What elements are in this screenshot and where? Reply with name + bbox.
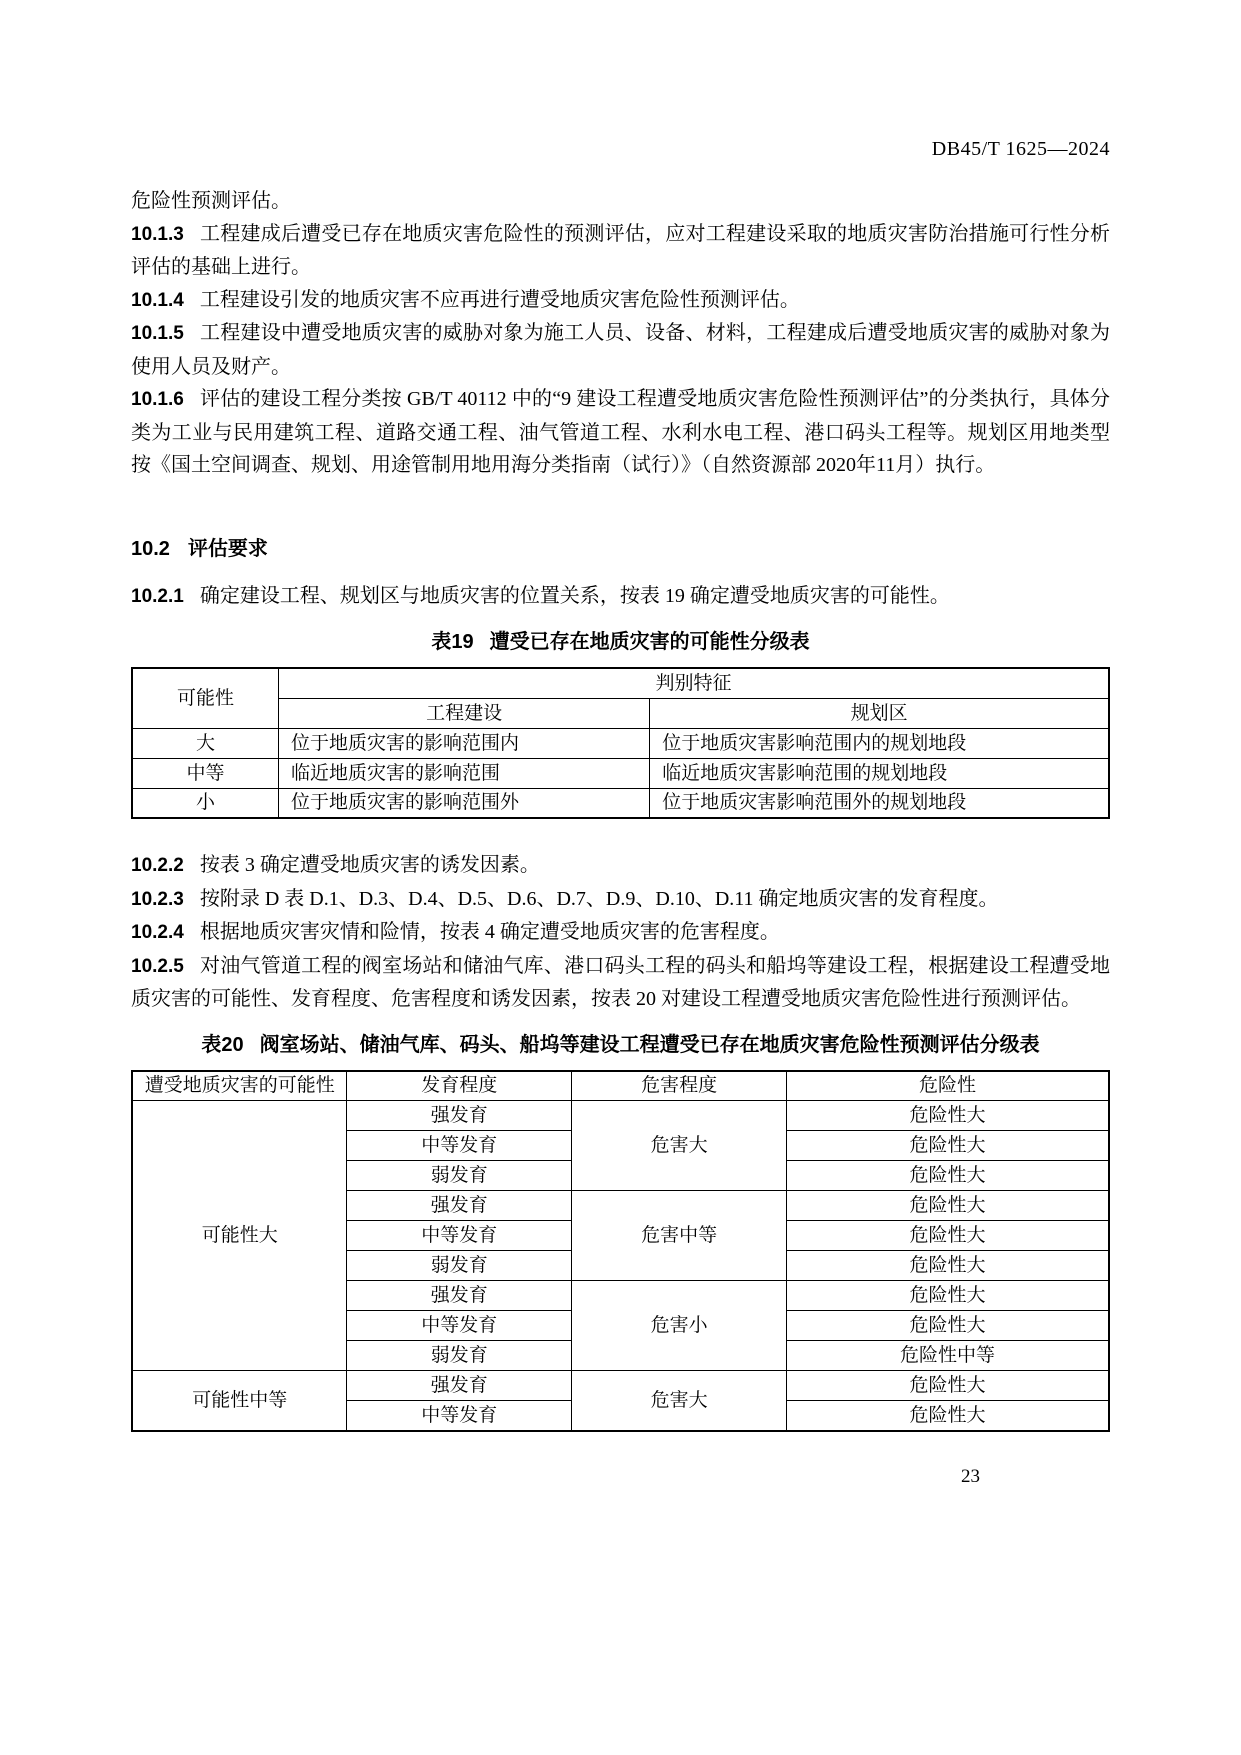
- clause-text: 工程建成后遭受已存在地质灾害危险性的预测评估，应对工程建设采取的地质灾害防治措施可行性分析评估的基础上进行。: [131, 222, 1110, 278]
- cell-risk: 危险性大: [787, 1311, 1109, 1341]
- cell-possibility-group: 可能性中等: [132, 1371, 347, 1431]
- cell-risk: 危险性大: [787, 1371, 1109, 1401]
- clause-number: 10.2.5: [131, 955, 184, 977]
- table19-title: [131, 627, 1110, 657]
- cell-risk: 危险性中等: [787, 1341, 1109, 1371]
- clause-10-1-6: [131, 383, 1110, 482]
- table-header-row: [132, 668, 1109, 698]
- clause-10-1-4: [131, 284, 1110, 318]
- clause-text: 按附录 D 表 D.1、D.3、D.4、D.5、D.6、D.7、D.9、D.10、D.11 确定地质灾害的发育程度。: [199, 887, 999, 910]
- table20-label: 表20: [201, 1033, 244, 1056]
- cell-planning: 位于地质灾害影响范围外的规划地段: [650, 788, 1109, 818]
- clause-10-2-1: [131, 580, 1110, 614]
- table19-label: 表19: [431, 631, 474, 653]
- clause-number: 10.1.5: [131, 323, 184, 344]
- header-development: 发育程度: [347, 1071, 572, 1101]
- clause-text: 确定建设工程、规划区与地质灾害的位置关系，按表 19 确定遭受地质灾害的可能性。: [199, 584, 950, 607]
- table-row: [132, 1371, 1109, 1401]
- header-criteria: 判别特征: [279, 668, 1109, 698]
- table-row: [132, 758, 1109, 788]
- paragraph-continuation: 危险性预测评估。: [131, 190, 291, 212]
- clause-text: 根据地质灾害灾情和险情，按表 4 确定遭受地质灾害的危害程度。: [199, 921, 780, 943]
- table19-title-text: 遭受已存在地质灾害的可能性分级表: [489, 631, 810, 653]
- table-header-row: [132, 698, 1109, 728]
- clause-number: 10.2.1: [131, 585, 184, 607]
- cell-development: 强发育: [347, 1101, 572, 1131]
- cell-risk: 危险性大: [787, 1161, 1109, 1191]
- doc-number: DB45/T 1625—2024: [931, 138, 1110, 160]
- cell-possibility: 大: [132, 728, 279, 758]
- page-number: 23: [961, 1466, 980, 1487]
- cell-possibility-group: 可能性大: [132, 1101, 347, 1371]
- cell-construction: 临近地质灾害的影响范围: [279, 758, 650, 788]
- cell-planning: 位于地质灾害影响范围内的规划地段: [650, 728, 1109, 758]
- clause-number: 10.2.4: [131, 922, 184, 943]
- cell-risk: 危险性大: [787, 1131, 1109, 1161]
- clause-number: 10.1.4: [131, 289, 184, 311]
- cell-harm-group: 危害大: [572, 1101, 787, 1191]
- cell-development: 中等发育: [347, 1131, 572, 1161]
- cell-risk: 危险性大: [787, 1191, 1109, 1221]
- clause-10-1-5: [131, 317, 1110, 383]
- clause-number: 10.2.2: [131, 855, 184, 876]
- cell-development: 强发育: [347, 1371, 572, 1401]
- section-number: 10.2: [131, 537, 170, 560]
- table-row: [132, 728, 1109, 758]
- clause-text: 评估的建设工程分类按 GB/T 40112 中的“9 建设工程遭受地质灾害危险性预测评估”的分类执行，具体分类为工业与民用建筑工程、道路交通工程、油气管道工程、水利水电工程、港口码头工程等。规划区用地类型按《国土空间调查、规划、用途管制用地用海分类指南（试行）》（自然资源部 2020年11月）执行。: [131, 388, 1110, 476]
- clause-text: 对油气管道工程的阀室场站和储油气库、港口码头工程的码头和船坞等建设工程，根据建设工程遭受地质灾害的可能性、发育程度、危害程度和诱发因素，按表 20 对建设工程遭受地质灾害危险性进行预测评估。: [131, 954, 1110, 1010]
- clause-10-2-2: [131, 849, 1110, 883]
- clause-10-1-3: [131, 218, 1110, 284]
- cell-risk: 危险性大: [787, 1281, 1109, 1311]
- cell-development: 弱发育: [347, 1251, 572, 1281]
- table20-title: [131, 1030, 1110, 1060]
- clause-text: 工程建设中遭受地质灾害的威胁对象为施工人员、设备、材料，工程建成后遭受地质灾害的威胁对象为使用人员及财产。: [131, 322, 1110, 378]
- cell-development: 中等发育: [347, 1221, 572, 1251]
- cell-harm-group: 危害大: [572, 1371, 787, 1431]
- header-harm: 危害程度: [572, 1071, 787, 1101]
- cell-construction: 位于地质灾害的影响范围外: [279, 788, 650, 818]
- cell-construction: 位于地质灾害的影响范围内: [279, 728, 650, 758]
- table-19: [131, 667, 1110, 819]
- clause-number: 10.1.6: [131, 389, 184, 410]
- clause-number: 10.1.3: [131, 223, 184, 245]
- cell-development: 强发育: [347, 1281, 572, 1311]
- clause-text: 工程建设引发的地质灾害不应再进行遭受地质灾害危险性预测评估。: [199, 288, 800, 311]
- header-planning: 规划区: [650, 698, 1109, 728]
- header-construction: 工程建设: [279, 698, 650, 728]
- cell-risk: 危险性大: [787, 1401, 1109, 1431]
- cell-risk: 危险性大: [787, 1101, 1109, 1131]
- clause-10-2-4: [131, 916, 1110, 950]
- cell-development: 中等发育: [347, 1401, 572, 1431]
- table-20: [131, 1070, 1110, 1432]
- cell-development: 弱发育: [347, 1341, 572, 1371]
- cell-development: 中等发育: [347, 1311, 572, 1341]
- cell-risk: 危险性大: [787, 1221, 1109, 1251]
- cell-possibility: 中等: [132, 758, 279, 788]
- cell-development: 弱发育: [347, 1161, 572, 1191]
- cell-possibility: 小: [132, 788, 279, 818]
- header-possibility: 可能性: [132, 668, 279, 728]
- table-row: [132, 1101, 1109, 1131]
- clause-text: 按表 3 确定遭受地质灾害的诱发因素。: [199, 854, 540, 876]
- clause-10-2-5: [131, 950, 1110, 1016]
- document-page: [131, 138, 1110, 1432]
- cell-harm-group: 危害中等: [572, 1191, 787, 1281]
- table20-title-text: 阀室场站、储油气库、码头、船坞等建设工程遭受已存在地质灾害危险性预测评估分级表: [259, 1033, 1040, 1056]
- header-possibility: 遭受地质灾害的可能性: [132, 1071, 347, 1101]
- clause-10-2-3: [131, 883, 1110, 917]
- section-heading-10-2: [131, 534, 1110, 564]
- cell-development: 强发育: [347, 1191, 572, 1221]
- cell-risk: 危险性大: [787, 1251, 1109, 1281]
- header-risk: 危险性: [787, 1071, 1109, 1101]
- section-title: 评估要求: [187, 537, 268, 560]
- table-header-row: [132, 1071, 1109, 1101]
- table-row: [132, 788, 1109, 818]
- cell-harm-group: 危害小: [572, 1281, 787, 1371]
- cell-planning: 临近地质灾害影响范围的规划地段: [650, 758, 1109, 788]
- clause-number: 10.2.3: [131, 888, 184, 910]
